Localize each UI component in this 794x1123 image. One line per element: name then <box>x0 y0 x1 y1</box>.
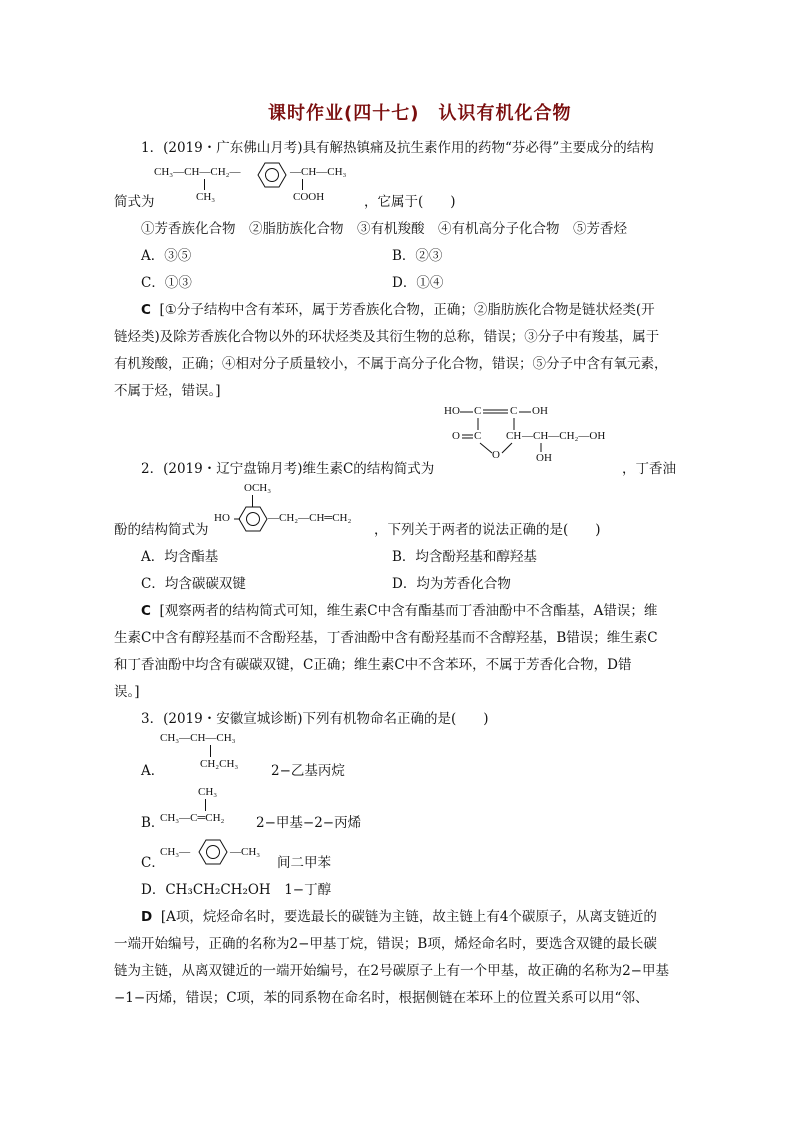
q3-b-bot: CH₃—C═CH₂ <box>160 812 225 824</box>
q3-exp3: 链为主链，从离双键近的一端开始编号，在2号碳原子上有一个甲基，故正确的名称为2−甲基 <box>114 963 669 979</box>
q2-eug-chain: —CH₂—CH═CH₂ <box>268 512 352 524</box>
q3-exp2: 一端开始编号，正确的名称为2−甲基丁烷，错误；B项，烯烃命名时，要选含双键的最长碳 <box>114 936 657 952</box>
q1-stem-post: ，它属于( ) <box>364 194 456 210</box>
q2-eugenol-structure <box>212 480 392 530</box>
q1-exp1: [①分子结构中含有苯环，属于芳香族化合物，正确；②脂肪族化合物是链状烃类(开 <box>159 302 655 318</box>
q2-stem-post: ，丁香油 <box>622 461 676 477</box>
q2-stem-pre: 2．(2019・辽宁盘锦月考)维生素C的结构简式为 <box>141 461 435 477</box>
q2-vc-ho: HO <box>444 405 460 417</box>
q1-chem-cooh: COOH <box>293 191 325 203</box>
q2-option-a: A．均含酯基 <box>141 549 219 565</box>
q1-exp4: 不属于烃，错误。] <box>114 383 221 399</box>
q3-b-bond <box>205 799 206 811</box>
q3-c-left: CH₃— <box>160 846 191 858</box>
q3-c-benzene-icon <box>198 839 230 867</box>
q1-option-c: C．①③ <box>141 275 192 291</box>
q1-option-d: D．①④ <box>392 275 444 291</box>
q1-exp3: 有机羧酸，正确；④相对分子质量较小，不属于高分子化合物，错误；⑤分子中含有氧元素， <box>114 356 668 372</box>
q3-answer <box>141 905 657 925</box>
q3-a-structure <box>160 730 280 776</box>
q3-c-name: 间二甲苯 <box>277 855 331 871</box>
q3-option-d: D．CH₃CH₂CH₂OH 1−丁醇 <box>141 882 332 898</box>
q2-vitamin-c-structure <box>440 400 640 470</box>
q2-exp1: [观察两者的结构简式可知，维生素C中含有酯基而丁香油酚中不含酯基，A错误；维 <box>159 603 658 619</box>
q2-exp3: 和丁香油酚中均含有碳碳双键，C正确；维生素C中不含苯环，不属于芳香化合物，D错 <box>114 657 632 673</box>
q1-options-line: ①芳香族化合物 ②脂肪族化合物 ③有机羧酸 ④有机高分子化合物 ⑤芳香烃 <box>141 221 627 237</box>
q3-b-name: 2−甲基−2−丙烯 <box>256 815 362 831</box>
q2-vc-ch: CH <box>506 430 522 442</box>
q1-chem-bond <box>204 179 205 190</box>
q1-chem-bond2 <box>302 179 303 190</box>
q1-exp2: 链烃类)及除芳香族化合物以外的环状烃类及其衍生物的总称，错误；③分子中有羧基，属于 <box>114 329 660 345</box>
q1-stem-line1: 1．(2019・广东佛山月考)具有解热镇痛及抗生素作用的药物“芬必得”主要成分的结构 <box>141 140 654 156</box>
q2-vc-c3: C <box>474 430 482 442</box>
q2-vc-o: O <box>452 430 460 442</box>
q3-a-top: CH₃—CH—CH₃ <box>160 732 236 744</box>
q2-vc-c1: C <box>474 405 482 417</box>
q2-vc-oh1: OH <box>532 405 548 417</box>
q3-a-label: A． <box>141 763 165 779</box>
q3-c-right: —CH₃ <box>230 846 261 858</box>
q1-chem-methyl: CH₃ <box>196 191 216 203</box>
q2-vc-oh2: OH <box>536 452 552 464</box>
q1-option-b: B．②③ <box>392 248 443 264</box>
q3-a-bond <box>210 745 211 757</box>
q2-exp2: 生素C中含有醇羟基而不含酚羟基，丁香油酚中含有酚羟基而不含醇羟基，B错误；维生素C <box>114 630 658 646</box>
q1-benzene-icon <box>258 162 288 188</box>
q1-chem-chain: CH₃—CH—CH₂— <box>154 166 241 178</box>
q3-exp4: −1−丙烯，错误；C项，苯的同系物在命名时，根据侧链在苯环上的位置关系可以用“邻、 <box>114 990 649 1006</box>
q3-a-bot: CH₂CH₃ <box>200 758 239 770</box>
q2-vc-c2: C <box>510 405 518 417</box>
q2-stem2-pre: 酚的结构简式为 <box>114 522 209 538</box>
q2-answer-label: C <box>141 603 151 619</box>
q1-answer <box>141 298 655 318</box>
q3-a-name: 2−乙基丙烷 <box>271 763 345 779</box>
q3-b-top: CH₃ <box>198 786 218 798</box>
q2-vc-bonds <box>440 400 640 470</box>
q3-b-label: B． <box>141 815 165 831</box>
q1-answer-label: C <box>141 302 151 318</box>
q3-c-structure <box>160 838 280 868</box>
q1-chem-ch: —CH—CH₃ <box>290 166 347 178</box>
q2-eug-och3: OCH₃ <box>244 482 272 494</box>
q2-answer <box>141 599 657 619</box>
q2-stem2-post: ，下列关于两者的说法正确的是( ) <box>374 522 601 538</box>
q3-stem: 3．(2019・安徽宣城诊断)下列有机物命名正确的是( ) <box>141 711 489 727</box>
q2-option-c: C．均含碳碳双键 <box>141 576 246 592</box>
q3-answer-label: D <box>141 909 153 925</box>
q3-exp1: [A项，烷烃命名时，要选最长的碳链为主链，故主链上有4个碳原子，从离支链近的 <box>160 909 657 925</box>
q2-option-d: D．均为芳香化合物 <box>392 576 511 592</box>
q2-exp4: 误。] <box>114 684 140 700</box>
q2-option-b: B．均含酚羟基和醇羟基 <box>392 549 537 565</box>
q2-vc-ring-o: O <box>492 449 500 461</box>
q1-stem-pre: 简式为 <box>114 194 155 210</box>
q1-option-a: A．③⑤ <box>141 248 192 264</box>
q3-c-label: C． <box>141 855 165 871</box>
page-title: 课时作业(四十七) 认识有机化合物 <box>268 103 572 124</box>
q2-eug-ho: HO <box>214 512 230 524</box>
q2-vc-chain: —CH—CH₂—OH <box>522 430 606 442</box>
